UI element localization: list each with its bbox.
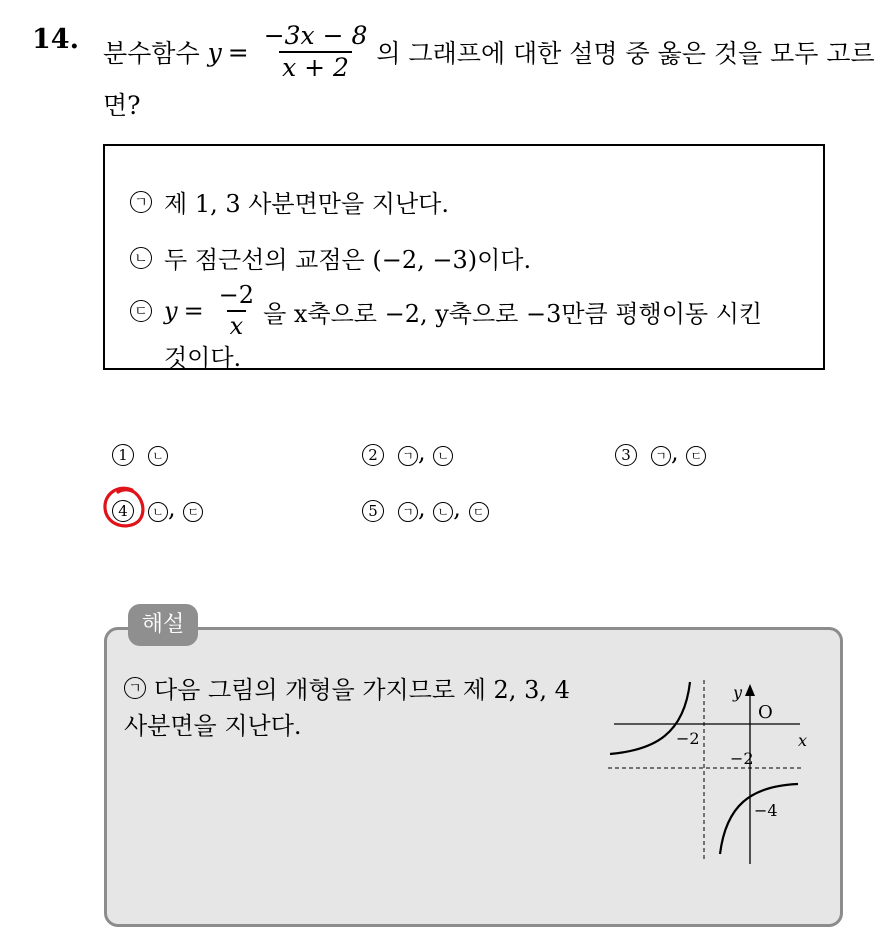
solution-tag: 해설 [128,604,198,646]
statement-3-y: y [164,297,178,326]
statement-text-2: 두 점근선의 교점은 (−2, −3)이다. [164,246,532,274]
choice-5-mark-1: ㄱ [398,502,418,522]
question-text-line2: 면? [103,91,141,120]
question-fraction [261,22,371,83]
question-eq: = [227,37,249,67]
choice-2-mark-1: ㄱ [398,446,418,466]
choice-3[interactable]: 3 ㄱ , ㄷ [615,438,706,466]
fraction-denominator: x + 2 [279,51,352,83]
statement-mark-2: ㄴ [130,247,152,269]
choice-1-mark-1: ㄴ [148,446,168,466]
solution-line-2: 사분면을 지난다. [124,712,302,740]
choice-5-mark-2: ㄴ [433,502,453,522]
answer-circle-mark [96,480,156,538]
statement-1 [130,184,449,219]
statement-mark-3: ㄷ [130,300,152,322]
fraction-numerator: −3x − 8 [263,21,368,50]
x-asymptote-label: −2 [676,729,700,748]
statement-3 [130,282,762,340]
statement-text-1: 제 1, 3 사분면만을 지난다. [164,190,449,218]
choice-3-mark-2: ㄷ [686,446,706,466]
choice-number-4: 4 [112,500,134,522]
solution-graph [600,676,820,870]
statement-text-3: 을 x축으로 −2, y축으로 −3만큼 평행이동 시킨 [263,299,763,328]
question-suffix: 의 그래프에 대한 설명 중 옳은 것을 모두 고르 [376,39,875,69]
solution-mark: ㄱ [124,677,146,699]
origin-label: O [758,702,773,723]
solution-line-1 [124,670,570,705]
question-y: y [207,37,222,67]
question-text [103,22,875,83]
solution-text-1: 다음 그림의 개형을 가지므로 제 2, 3, 4 [154,676,570,704]
statement-mark-1: ㄱ [130,191,152,213]
statement-3-fraction [216,282,257,340]
statement-3-frac-num: −2 [218,281,255,309]
choice-3-mark-1: ㄱ [651,446,671,466]
choice-2-mark-2: ㄴ [433,446,453,466]
choice-4-mark-1: ㄴ [148,502,168,522]
choice-number-5: 5 [362,500,384,522]
statement-2 [130,240,531,275]
y-axis-label: y [733,683,743,702]
y-intercept-label: −4 [754,801,778,820]
choice-number-2: 2 [362,444,384,466]
choice-5-mark-3: ㄷ [469,502,489,522]
choice-4[interactable]: 4 ㄴ , ㄷ [112,494,203,522]
statement-3-eq: = [183,297,204,326]
choice-4-mark-2: ㄷ [183,502,203,522]
statement-3-line2: 것이다. [164,344,242,372]
choice-1[interactable] [112,438,168,466]
question-number: 14. [32,24,79,55]
x-axis-label: x [798,731,808,750]
y-axis-arrow [745,684,755,696]
question-prefix: 분수함수 [103,39,200,69]
choice-number-3: 3 [615,444,637,466]
choice-2[interactable]: 2 ㄱ , ㄴ [362,438,453,466]
choice-5[interactable]: 5 ㄱ , ㄴ , ㄷ [362,494,489,522]
y-asymptote-label: −2 [730,749,754,768]
statement-3-frac-den: x [227,310,247,341]
choice-number-1: 1 [112,444,134,466]
